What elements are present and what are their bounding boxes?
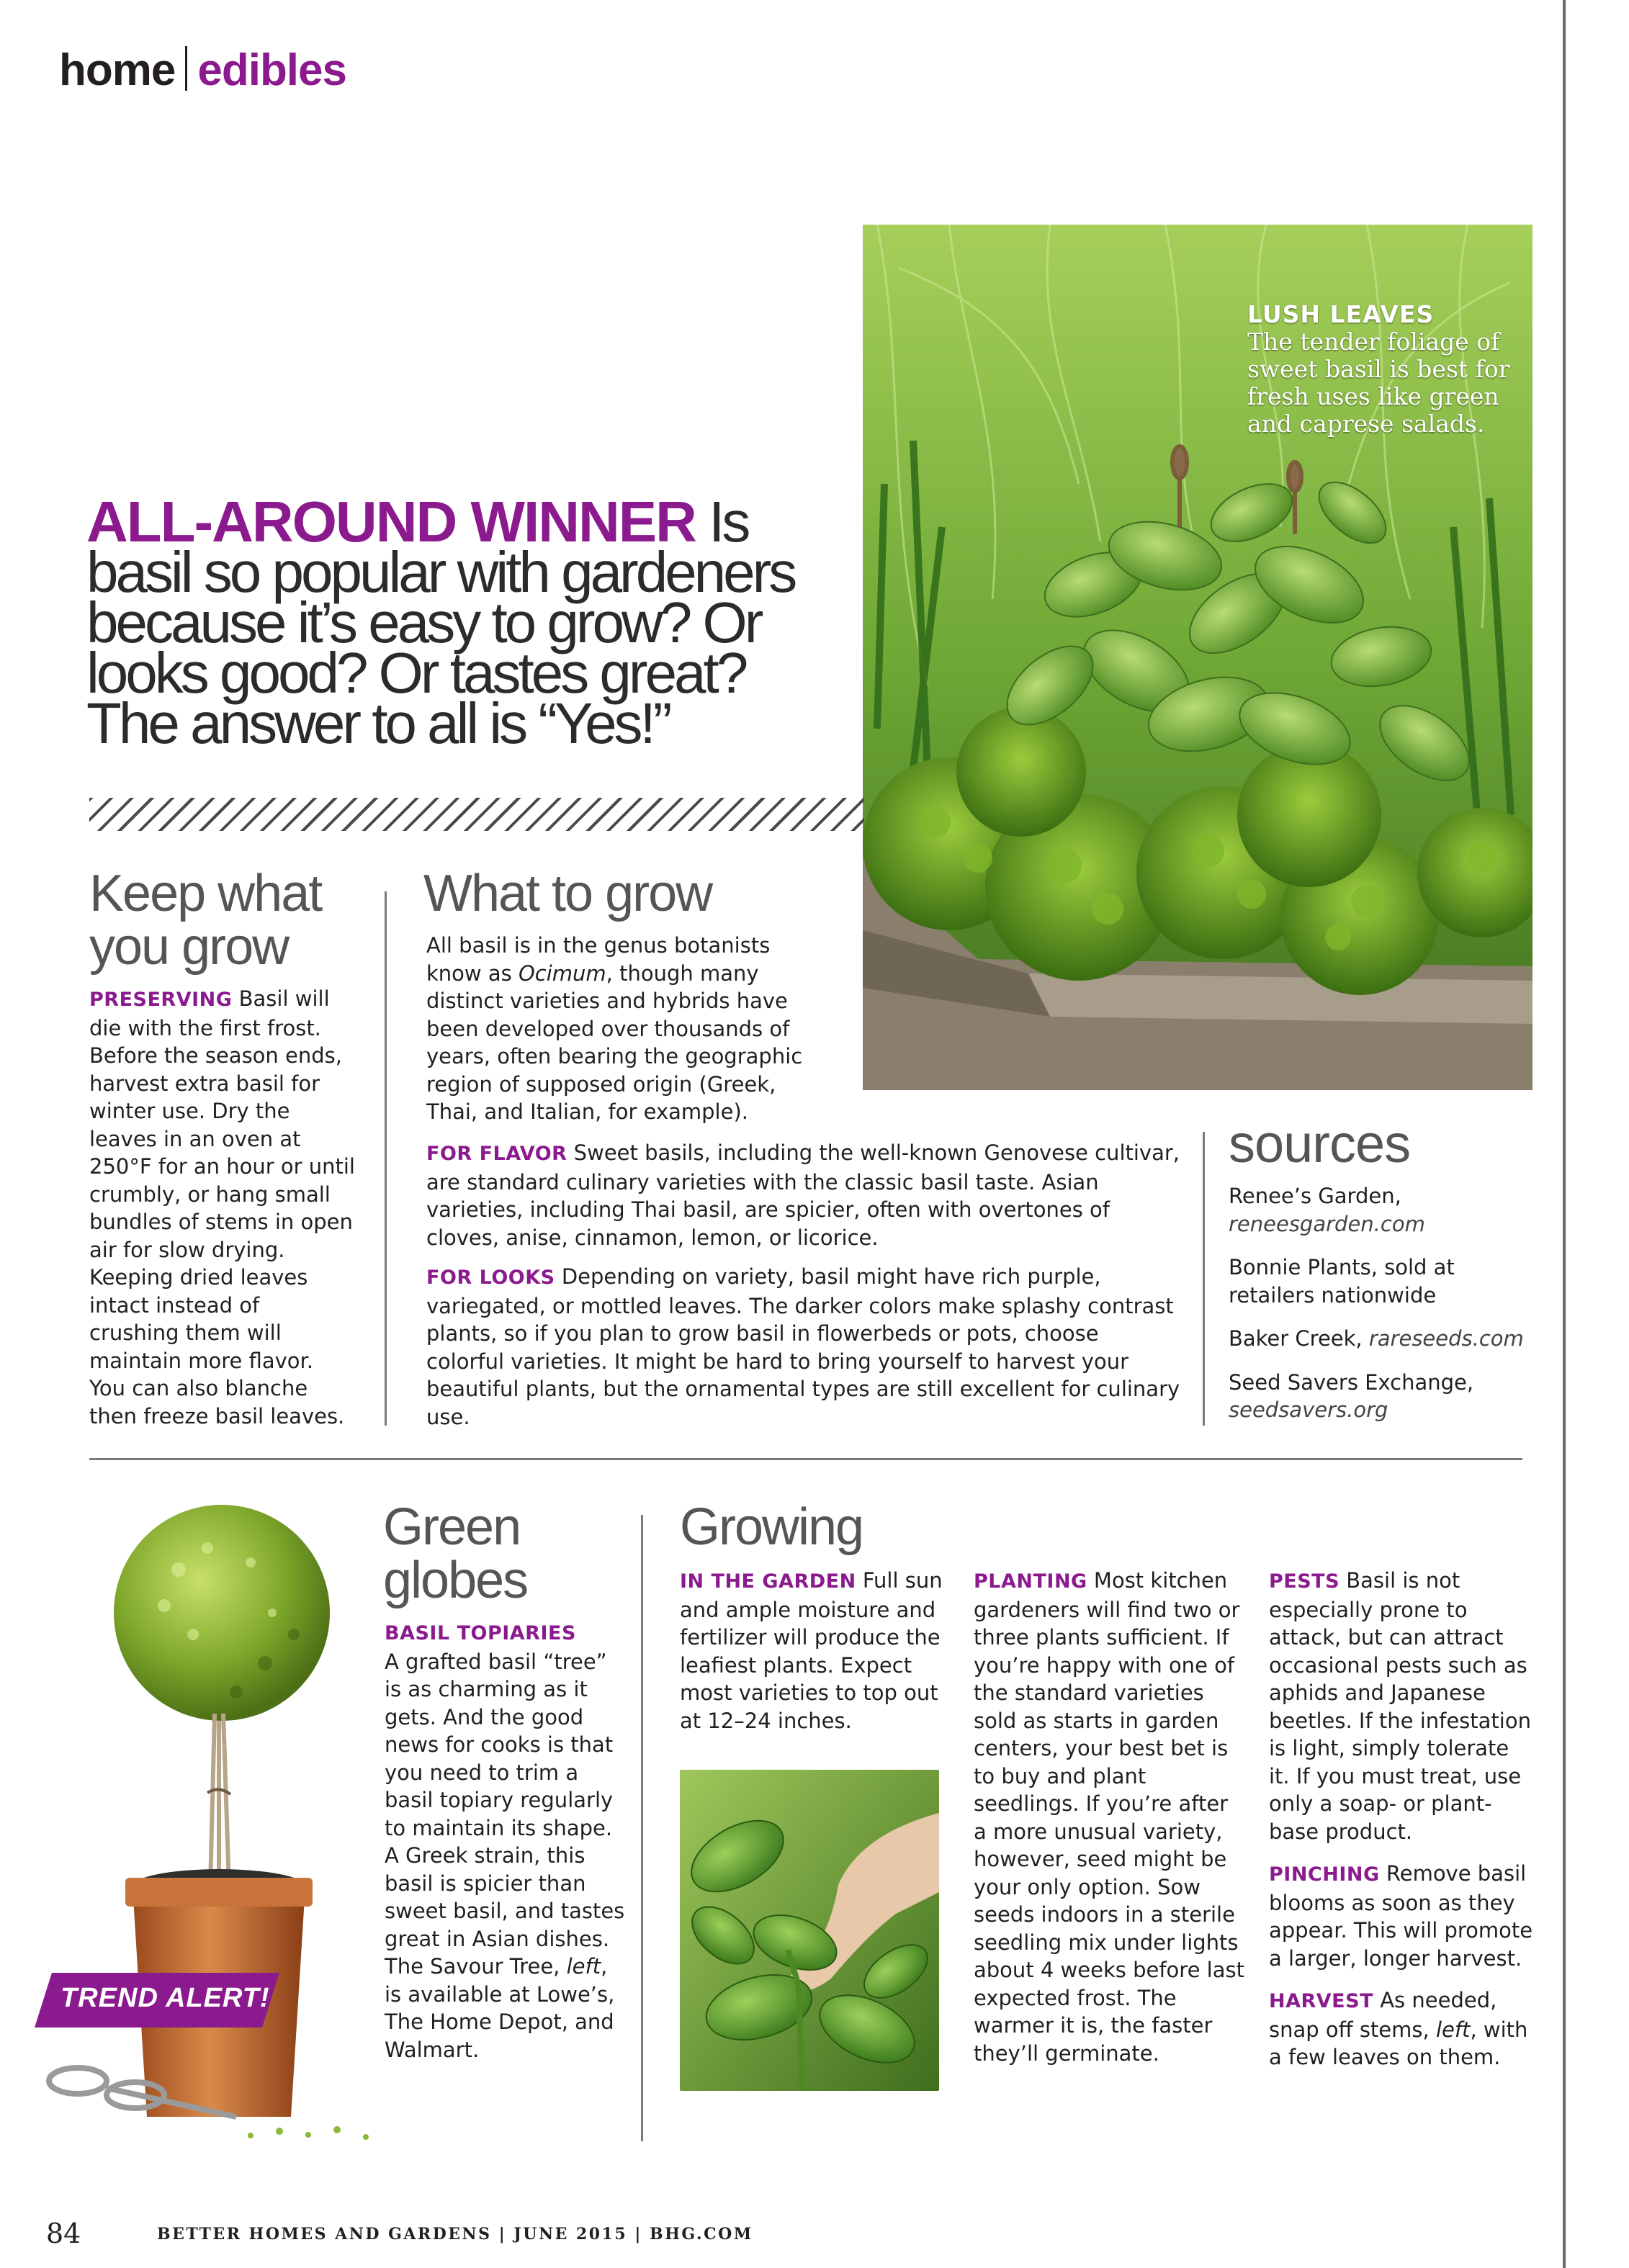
source-name: Renee’s Garden, <box>1229 1184 1401 1208</box>
topiary-photo <box>35 1483 409 2146</box>
green-text-left: left <box>566 1954 601 1979</box>
source-url: seedsavers.org <box>1229 1398 1388 1422</box>
keep-text: Basil will die with the first frost. Before the season ends, harvest extra basil for winter use. Dry the leaves in an oven at 250°F for an hour or until crumbly, or hang small bundles of stems in open air for slow drying. Keeping dried leaves intact instead of crushing them will maintain more flavor. You can also blanche then freeze basil leaves. <box>89 986 355 1428</box>
subsection-label: edibles <box>197 45 346 95</box>
flavor-text: Sweet basils, including the well-known Genovese cultivar, are standard culinary varieties with the classic basil taste. Asian varieties, including Thai basil, are spicier, often with overtones of cloves, anise, cinnamon, lemon, or licorice. <box>426 1140 1180 1250</box>
what-intro-genus: Ocimum <box>518 960 606 986</box>
flavor-lead: FOR FLAVOR <box>426 1143 567 1165</box>
page-number: 84 <box>46 2218 81 2249</box>
source-item <box>1229 1254 1545 1309</box>
keep-lead: PRESERVING <box>89 989 233 1011</box>
harvest-text-left: left <box>1435 2017 1471 2042</box>
pests-text: Basil is not especially prone to attack, but can attract occasional pests such as aphids and Japanese beetles. If the infestation is light, simply tolerate it. If you must treat, use only a soap- or plant-base product. <box>1269 1568 1531 1844</box>
garden-text: Full sun and ample moisture and fertilizer will produce the leafiest plants. Expect most varieties to top out at 12–24 inches. <box>680 1568 943 1733</box>
green-text-2: , is available at Lowe’s, The Home Depot, and Walmart. <box>385 1954 615 2062</box>
column-divider <box>385 891 387 1426</box>
source-name: Seed Savers Exchange, <box>1229 1369 1474 1395</box>
green-text-1: A grafted basil “tree” is as charming as it gets. And the good news for cooks is that you need to trim a basil topiary regularly to maintain its shape. A Greek strain, this basil is spicier than sweet basil, and tastes great in Asian dishes. The Savour Tree, <box>385 1649 625 1979</box>
pinching-lead: PINCHING <box>1269 1863 1380 1886</box>
planting-lead: PLANTING <box>974 1570 1087 1593</box>
source-url: reneesgarden.com <box>1229 1211 1425 1236</box>
column-divider <box>1203 1132 1205 1426</box>
header-separator <box>185 46 187 91</box>
column-divider <box>641 1515 643 2141</box>
what-section-title: What to grow <box>423 865 712 922</box>
headline-text: Is basil so popular with gardeners because it’s easy to grow? Or looks good? Or tastes great? The answer to all is “Yes!” <box>86 490 795 755</box>
looks-text: Depending on variety, basil might have rich purple, variegated, or mottled leaves. The darker colors make splashy contrast plants, so if you plan to grow basil in flowerbeds or pots, choose colorful varieties. It might be hard to bring yourself to harvest your beautiful plants, but the ornamental types are still excellent for culinary use. <box>426 1264 1180 1429</box>
source-name: Baker Creek, <box>1229 1326 1363 1351</box>
trend-alert-label: TREND ALERT! <box>60 1983 270 2013</box>
hatched-divider <box>89 798 864 831</box>
green-section-title: Green globes <box>383 1498 528 1609</box>
looks-lead: FOR LOOKS <box>426 1266 555 1289</box>
what-intro-after: , though many distinct varieties and hybrids have been developed over thousands of years, often bearing the geographic region of supposed origin (Greek, Thai, and Italian, for example). <box>426 960 803 1124</box>
garden-photo <box>680 1770 939 2091</box>
growing-pests-column <box>1269 1567 1535 2071</box>
page-edge-rule <box>1563 0 1566 2268</box>
what-intro-before: All basil is in the genus botanists know as <box>426 933 771 986</box>
growing-section-title: Growing <box>680 1498 863 1556</box>
growing-garden <box>680 1567 953 1734</box>
what-looks <box>426 1263 1183 1431</box>
hero-caption <box>1247 301 1521 438</box>
source-item <box>1229 1182 1545 1238</box>
what-flavor <box>426 1139 1183 1251</box>
garden-lead: IN THE GARDEN <box>680 1570 856 1593</box>
publication-line: BETTER HOMES AND GARDENS | JUNE 2015 | BHG.COM <box>157 2225 753 2244</box>
source-item <box>1229 1369 1545 1424</box>
sources-list <box>1229 1182 1545 1440</box>
source-item <box>1229 1325 1545 1353</box>
pests-lead: PESTS <box>1269 1570 1340 1593</box>
caption-title: LUSH LEAVES <box>1247 300 1435 328</box>
green-body <box>385 1620 629 2064</box>
headline <box>86 490 814 755</box>
source-url: rareseeds.com <box>1368 1326 1524 1351</box>
pinching-paragraph <box>1269 1860 1535 1972</box>
source-url: sold at retailers nationwide <box>1229 1255 1455 1308</box>
growing-planting <box>974 1567 1247 2067</box>
basil-topiary-illustration <box>35 1483 409 2146</box>
keep-section-title: Keep what you grow <box>89 865 322 976</box>
harvest-lead: HARVEST <box>1269 1990 1373 2012</box>
planting-text: Most kitchen gardeners will find two or three plants sufficient. If you’re happy with one of the standard varieties sold as starts in garden centers, your best bet is to buy and plant seedlings. If you’re after a more unusual variety, however, seed might be your only option. Sow seeds indoors in a sterile seedling mix under lights about 4 weeks before last expected frost. The warmer it is, the faster they’ll germinate. <box>974 1568 1244 2066</box>
harvest-text-1: As needed, snap off stems, <box>1269 1988 1497 2042</box>
source-name: Bonnie Plants, <box>1229 1255 1378 1279</box>
section-header <box>59 45 346 96</box>
keep-body <box>89 985 356 1430</box>
pinching-text: Remove basil blooms as soon as they appear. This will promote a larger, longer harvest. <box>1269 1861 1533 1971</box>
sources-title: sources <box>1229 1114 1411 1174</box>
harvest-text-2: , with a few leaves on them. <box>1269 2017 1528 2069</box>
harvest-paragraph <box>1269 1986 1535 2071</box>
horizontal-rule <box>89 1458 1522 1460</box>
caption-text: The tender foliage of sweet basil is best for fresh uses like green and caprese salads. <box>1247 328 1510 438</box>
hand-pinching-basil-illustration <box>680 1770 939 2091</box>
pests-paragraph <box>1269 1567 1535 1845</box>
section-label: home <box>59 45 176 95</box>
headline-lead: ALL-AROUND WINNER <box>86 490 696 554</box>
green-lead: BASIL TOPIARIES <box>385 1622 576 1644</box>
what-intro <box>426 932 830 1126</box>
